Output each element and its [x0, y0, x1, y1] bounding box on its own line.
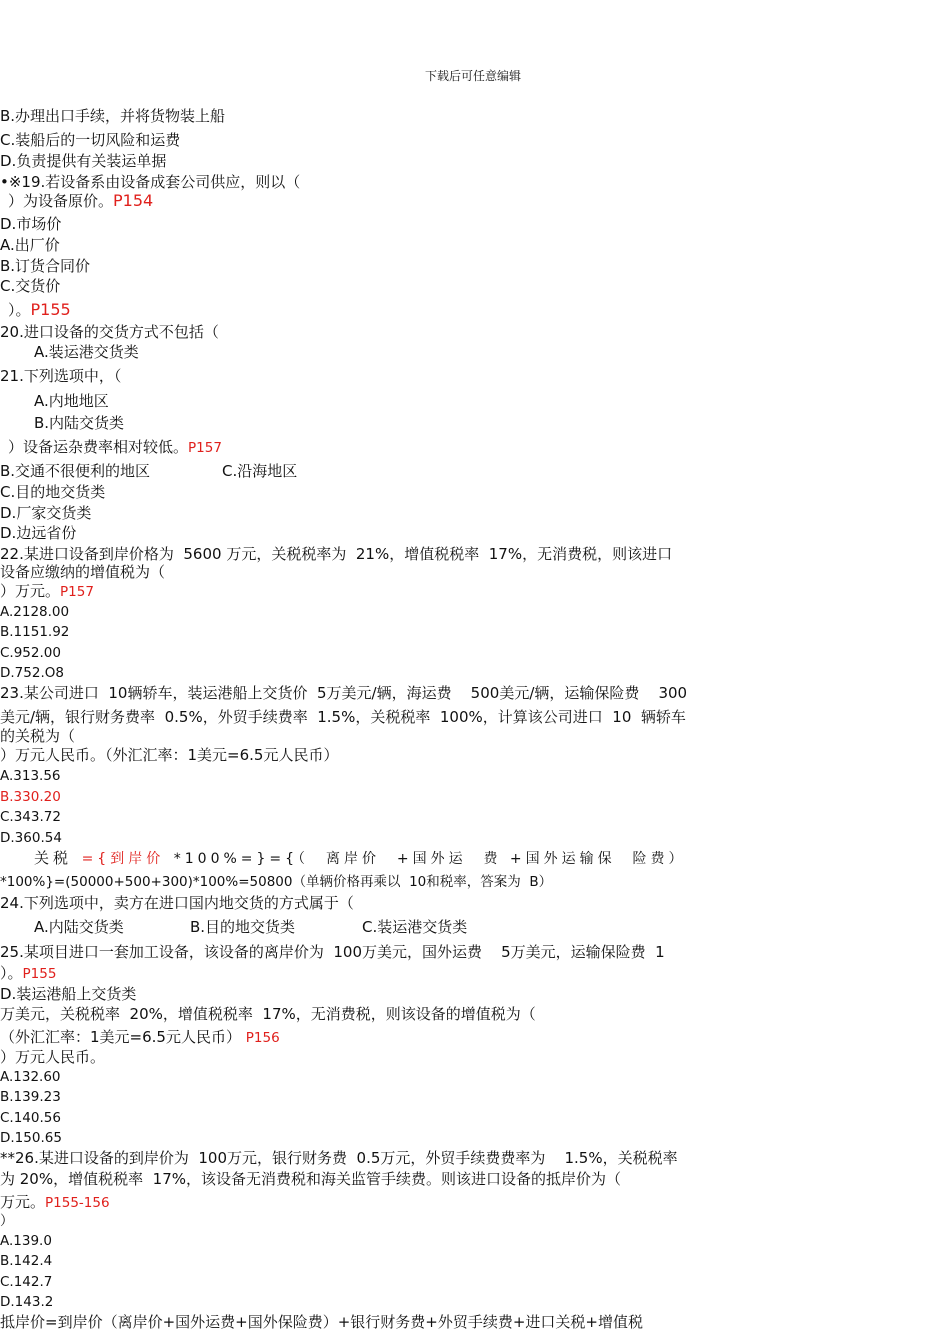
page-ref: P155-156 — [45, 1195, 110, 1211]
page-ref: P155 — [22, 966, 57, 982]
question-text: ）万元。 — [0, 582, 61, 600]
page-ref: P156 — [245, 1030, 280, 1046]
option-line: A.132.60 — [0, 1069, 61, 1085]
correct-option-line: B.330.20 — [0, 789, 61, 805]
option-line: A.139.0 — [0, 1233, 52, 1249]
option-line: B.交通不很便利的地区 — [0, 462, 151, 480]
question-text: ）为设备原价。 — [8, 192, 114, 210]
option-line: B.内陆交货类 — [34, 414, 125, 432]
formula-label: 关税 — [34, 849, 73, 867]
formula-line: 抵岸价=到岸价（离岸价+国外运费+国外保险费）+银行财务费+外贸手续费+进口关税+增值税 — [0, 1313, 643, 1331]
question-25: 25.某项目进口一套加工设备，该设备的离岸价为 100万美元，国外运费 5万美元，运输保险费 1 — [0, 943, 665, 961]
formula-part: ={到岸价 — [81, 851, 165, 867]
question-text: 万元。 — [0, 1193, 46, 1211]
option-line: B.目的地交货类 — [190, 918, 296, 936]
option-line: B.订货合同价 — [0, 257, 91, 275]
question-20-tail — [8, 301, 71, 319]
question-23: 23.某公司进口 10辆轿车，装运港船上交货价 5万美元/辆，海运费 500美元/辆，运输保险费 300 — [0, 684, 688, 702]
option-line: C.交货价 — [0, 277, 61, 295]
page-ref: P155 — [30, 300, 71, 319]
option-line: D.143.2 — [0, 1294, 54, 1310]
option-line: B.142.4 — [0, 1253, 53, 1269]
option-line: D.负责提供有关装运单据 — [0, 152, 167, 170]
page-header: 下载后可任意编辑 — [425, 69, 522, 83]
option-line: A.出厂价 — [0, 236, 60, 254]
question-text: ）设备运杂费率相对较低。 — [8, 438, 189, 456]
option-line: D.市场价 — [0, 215, 62, 233]
page-ref: P157 — [188, 440, 222, 456]
option-line: C.952.00 — [0, 645, 61, 661]
option-line: C.140.56 — [0, 1110, 61, 1126]
formula-line: *100%}=(50000+500+300)*100%=50800（单辆价格再乘以 10和税率，答案为 B） — [0, 874, 553, 890]
question-21-tail — [8, 438, 222, 457]
page-ref: P154 — [113, 191, 154, 210]
question-25-line4: ）万元人民币。 — [0, 1048, 106, 1066]
option-line: A.313.56 — [0, 768, 61, 784]
question-23-line4: ）万元人民币。（外汇汇率：1美元=6.5元人民币） — [0, 746, 339, 764]
option-line: D.厂家交货类 — [0, 504, 92, 522]
option-line: D.150.65 — [0, 1130, 62, 1146]
option-line: B.1151.92 — [0, 624, 70, 640]
question-23-line2: 美元/辆，银行财务费率 0.5%，外贸手续费率 1.5%，关税税率 100%，计算该公司进口 10 辆轿车 — [0, 708, 686, 726]
option-line: C.目的地交货类 — [0, 483, 106, 501]
option-line: D.边远省份 — [0, 524, 77, 542]
question-25-line2: 万美元，关税税率 20%，增值税税率 17%，无消费税，则该设备的增值税为（ — [0, 1005, 536, 1023]
formula-part: *100%=}={（ 离岸价 +国外运 费 +国外运输保 险费） — [173, 851, 687, 867]
question-21: 21.下列选项中，（ — [0, 367, 122, 385]
option-line: B.办理出口手续，并将货物装上船 — [0, 107, 226, 125]
option-line: A.内陆交货类 — [34, 918, 124, 936]
question-text: （外汇汇率：1美元=6.5元人民币） — [0, 1028, 241, 1046]
question-20: 20.进口设备的交货方式不包括（ — [0, 323, 219, 341]
option-line: C.沿海地区 — [222, 462, 298, 480]
question-26-tail — [0, 1193, 110, 1212]
option-line: B.139.23 — [0, 1089, 61, 1105]
question-25-line3 — [0, 1028, 280, 1047]
question-26: **26.某进口设备的到岸价为 100万元，银行财务费 0.5万元，外贸手续费费率为 1.5%，关税税率 — [0, 1149, 678, 1167]
question-23-line3: 的关税为（ — [0, 727, 76, 745]
question-19-tail — [8, 192, 153, 210]
option-line: C.装运港交货类 — [362, 918, 468, 936]
question-22-line2: 设备应缴纳的增值税为（ — [0, 563, 166, 581]
option-line: C.142.7 — [0, 1274, 53, 1290]
option-line: A.装运港交货类 — [34, 343, 139, 361]
option-line: C.343.72 — [0, 809, 61, 825]
option-line: C.装船后的一切风险和运费 — [0, 131, 181, 149]
question-22: 22.某进口设备到岸价格为 5600 万元，关税税率为 21%，增值税税率 17%，无消费税，则该进口 — [0, 545, 673, 563]
option-line: D.装运港船上交货类 — [0, 985, 137, 1003]
option-line: D.360.54 — [0, 830, 62, 846]
question-25-tail — [0, 964, 56, 983]
question-text: ）。 — [0, 964, 23, 982]
question-19: •※19.若设备系由设备成套公司供应，则以（ — [0, 173, 301, 191]
question-24: 24.下列选项中，卖方在进口国内地交货的方式属于（ — [0, 894, 354, 912]
option-line: D.752.O8 — [0, 665, 64, 681]
question-22-tail — [0, 582, 94, 601]
question-26-line2: 为 20%，增值税税率 17%，该设备无消费税和海关监管手续费。则该进口设备的抵岸价为（ — [0, 1170, 621, 1188]
question-26-close: ） — [0, 1213, 14, 1229]
question-text: ）。 — [8, 301, 31, 319]
option-line: A.内地地区 — [34, 392, 109, 410]
page-ref: P157 — [60, 584, 94, 600]
option-line: A.2128.00 — [0, 604, 70, 620]
formula-line — [34, 849, 687, 868]
